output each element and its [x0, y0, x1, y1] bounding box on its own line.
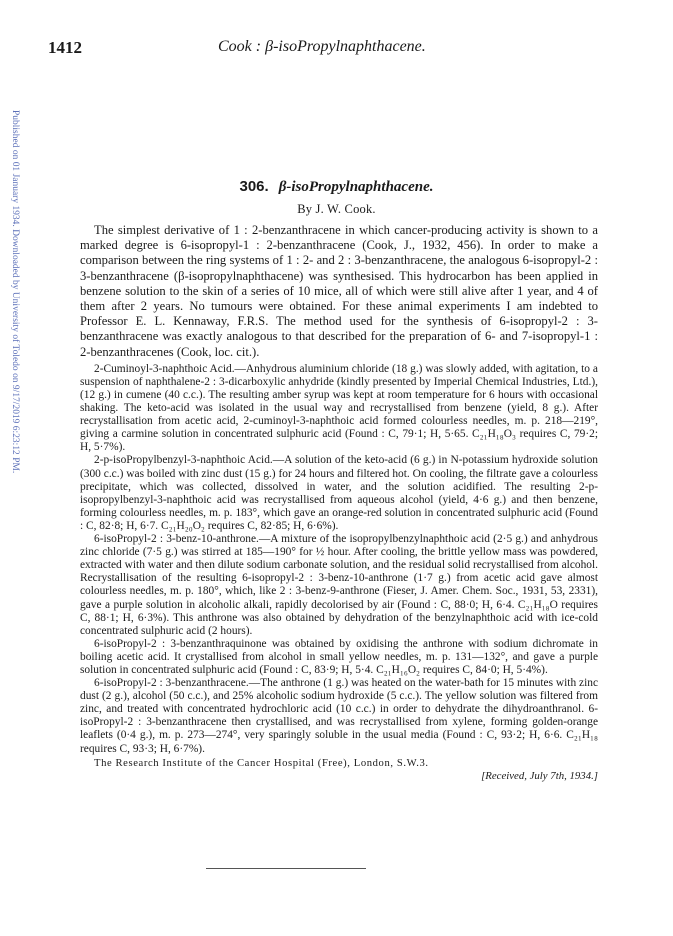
article-author: By J. W. Cook. — [297, 202, 376, 216]
article-number: 306. — [239, 178, 269, 195]
article-title-text: β-isoPropylnaphthacene. — [278, 179, 434, 195]
institute-affiliation: The Research Institute of the Cancer Hospital (Free), London, S.W.3. — [94, 757, 429, 769]
page-number: 1412 — [48, 38, 82, 57]
received-date: [Received, July 7th, 1934.] — [481, 769, 598, 782]
experimental-paragraph-anthrone: 6-isoPropyl-2 : 3-benz-10-anthrone.—A mixture of the isopropylbenzylnaphthoic acid (2·5 g.) and anhydrous zinc chloride (7·5 g.) was stirred at 185—190° for ½ hour. After cooling, the brittle yellow mass was powdered, extracted with water and then dilute sodium carbonate solution, and the residual solid recrystallised from alcohol. Recrystallisation of the resulting 6-isopropyl-2 : 3-benz-10-anthrone (1·7 g.) from acetic acid gave almost colourless needles, m. p. 180°, which, like 2 : 3-benz-9-anthrone (Fieser, J. Amer. Chem. Soc., 1931, 53, 2331), gave a purple solution in alcoholic alkali, rapidly decolorised by air (Found : C, 88·0; H, 6·4. C₂₁H₁₈O requires C, 88·1; H, 6·3%). This anthrone was also obtained by dehydration of the benzylnaphthoic acid with ice-cold concentrated sulphuric acid (2 hours). — [80, 533, 598, 637]
experimental-paragraph-cuminoyl: 2-Cuminoyl-3-naphthoic Acid.—Anhydrous aluminium chloride (18 g.) was slowly added, with agitation, to a suspension of naphthalene-2 : 3-dicarboxylic anhydride (kindly presented by Imperial Chemical Industries, Ltd.), (12 g.) in cumene (40 c.c.). The resulting amber syrup was kept at room temperature for 6 hours with occasional shaking. The keto-acid was isolated in the usual way and recrystallised from benzene (yield, 8 g.). After recrystallisation from acetic acid, 2-cuminoyl-3-naphthoic acid formed colourless needles, m. p. 218—219°, giving a carmine solution in concentrated sulphuric acid (Found : C, 79·1; H, 5·65. C₂₁H₁₈O₃ requires C, 79·2; H, 5·7%). — [80, 362, 598, 454]
experimental-paragraph-benzyl: 2-p-isoPropylbenzyl-3-naphthoic Acid.—A solution of the keto-acid (6 g.) in N-potassium hydroxide solution (300 c.c.) was boiled with zinc dust (15 g.) for 24 hours and filtered hot. On cooling, the filtrate gave a colourless precipitate, which was collected, dissolved in water, and the solution acidified. The resulting 2-p-isopropylbenzyl-3-naphthoic acid was recrystallised from aqueous alcohol (yield, 4·6 g.) and then benzene, forming colourless needles, m. p. 183°, which gave an orange-red solution in concentrated sulphuric acid (Found : C, 82·8; H, 6·7. C₂₁H₂₀O₂ requires C, 82·85; H, 6·6%). — [80, 454, 598, 532]
download-notice-text: Published on 01 January 1934. Downloaded by University of Toledo on 9/17/2019 6:23:12 PM. — [10, 110, 20, 474]
end-rule — [206, 868, 366, 869]
experimental-paragraph-benzanthracene: 6-isoPropyl-2 : 3-benzanthracene.—The anthrone (1 g.) was heated on the water-bath for 15 minutes with zinc dust (2 g.), alcohol (50 c.c.), and 25% alcoholic sodium hydroxide (5 c.c.). The yellow solution was filtered from zinc, and treated with concentrated hydrochloric acid (10 c.c.) in order to dehydrate the dihydroanthranol. 6-isoPropyl-2 : 3-benzanthracene then crystallised, and was recrystallised from xylene, forming golden-orange leaflets (0·4 g.), m. p. 273—274°, very sparingly soluble in the usual media (Found : C, 93·2; H, 6·6. C₂₁H₁₈ requires C, 93·3; H, 6·7%). — [80, 677, 598, 755]
article-title — [0, 178, 673, 196]
page-header — [48, 38, 633, 58]
intro-paragraph: The simplest derivative of 1 : 2-benzanthracene in which cancer-producing activity is shown to a marked degree is 6-isopropyl-1 : 2-benzanthracene (Cook, J., 1932, 456). In order to make a comparison between the ring systems of 1 : 2- and 2 : 3-benzanthracene, the analogous 6-isopropyl-2 : 3-benzanthracene (β-isopropylnaphthacene) was synthesised. This hydrocarbon has been applied in benzene solution to the skin of a series of 10 mice, all of which were still alive after 1 year, and 4 of them after 2 years. No tumours were obtained. For these animal experiments I am indebted to Professor E. L. Kennaway, F.R.S. The method used for the synthesis of 6-isopropyl-2 : 3-benzanthracene was exactly analogous to that described for the preparation of 6- and 7-isopropyl-1 : 2-benzanthracenes (Cook, loc. cit.). — [80, 223, 598, 359]
running-title: Cook : β-isoPropylnaphthacene. — [218, 38, 426, 55]
article-body — [80, 223, 598, 782]
experimental-paragraph-quinone: 6-isoPropyl-2 : 3-benzanthraquinone was obtained by oxidising the anthrone with sodium dichromate in boiling acetic acid. It crystallised from alcohol in small yellow needles, m. p. 131—132°, and gave a purple solution in concentrated sulphuric acid (Found : C, 83·9; H, 5·4. C₂₁H₁₆O₂ requires C, 84·0; H, 5·4%). — [80, 637, 598, 676]
article-title-block — [0, 178, 673, 217]
